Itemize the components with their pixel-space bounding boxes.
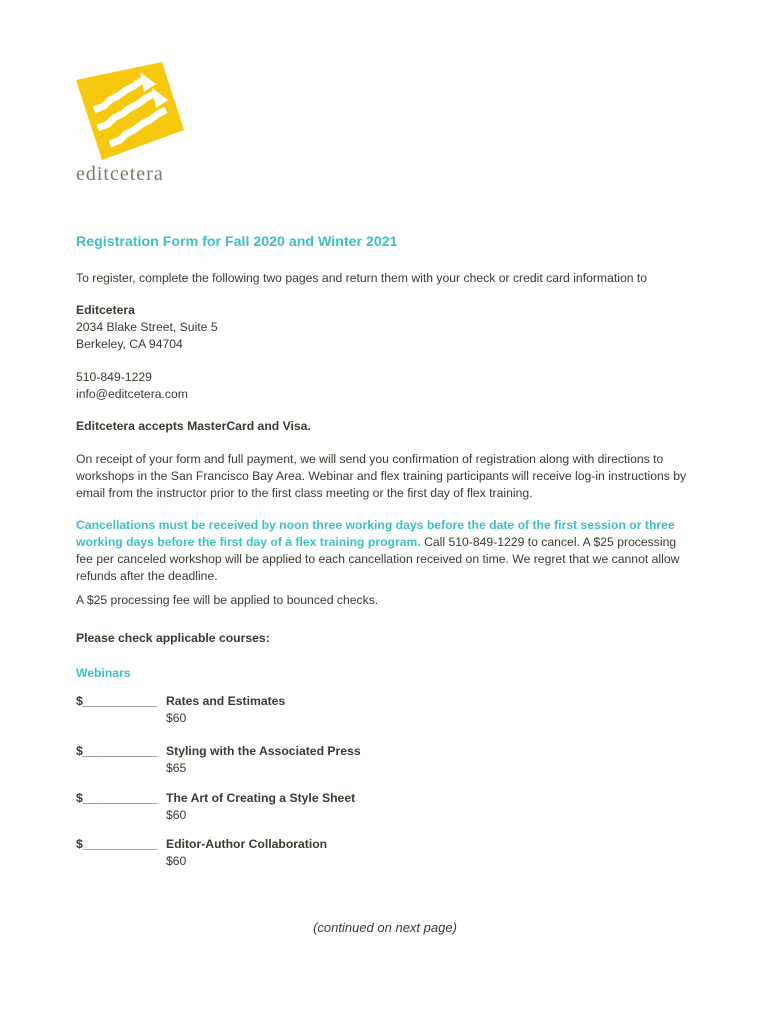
course-name: Styling with the Associated Press — [166, 744, 361, 758]
course-item — [76, 836, 696, 870]
webinars-heading: Webinars — [76, 666, 131, 680]
address-city: Berkeley, CA 94704 — [76, 337, 183, 351]
course-price: $60 — [166, 854, 187, 868]
course-info — [166, 743, 361, 777]
intro-text: To register, complete the following two pages and return them with your check or credit card information to — [76, 271, 648, 285]
course-name: Editor-Author Collaboration — [166, 837, 328, 851]
course-item — [76, 743, 696, 777]
payment-accepted-text: Editcetera accepts MasterCard and Visa. — [76, 419, 311, 433]
course-name: The Art of Creating a Style Sheet — [166, 791, 356, 805]
mailing-address — [76, 302, 696, 353]
contact-email: info@editcetera.com — [76, 387, 188, 401]
course-item — [76, 693, 696, 727]
courses-heading: Please check applicable courses: — [76, 631, 270, 645]
cancellation-details: Call 510-849-1229 to cancel. A $25 processing fee per canceled workshop will be applied to each cancellation received on time. We regret that we cannot allow refunds after the deadline. — [76, 535, 680, 583]
course-info — [166, 836, 327, 870]
course-info — [166, 790, 355, 824]
address-street: 2034 Blake Street, Suite 5 — [76, 320, 218, 334]
course-price: $60 — [166, 711, 187, 725]
contact-phone: 510-849-1229 — [76, 370, 152, 384]
cancellation-highlight: Cancellations must be received by noon three working days before the date of the first session or three working days before the first day of a flex training program. — [76, 518, 675, 549]
course-item — [76, 790, 696, 824]
course-name: Rates and Estimates — [166, 694, 286, 708]
logo-wordmark: editcetera — [76, 163, 164, 185]
receipt-paragraph: On receipt of your form and full payment, we will send you confirmation of registration along with directions to workshops in the San Francisco Bay Area. Webinar and flex training participants will receive log-in instructions by email from the instructor prior to the first class meeting or the first day of flex training. — [76, 452, 687, 500]
page-title: Registration Form for Fall 2020 and Winter 2021 — [76, 234, 398, 250]
course-info — [166, 693, 285, 727]
editcetera-logo-icon — [74, 62, 186, 162]
bounced-check-text: A $25 processing fee will be applied to bounced checks. — [76, 593, 379, 607]
cancellation-paragraph — [76, 517, 696, 585]
course-list — [76, 693, 696, 870]
amount-blank-field[interactable]: $___________ — [76, 837, 158, 851]
amount-blank-field[interactable]: $___________ — [76, 694, 158, 708]
form-content — [76, 232, 696, 870]
contact-info — [76, 369, 696, 403]
address-name: Editcetera — [76, 303, 135, 317]
course-price: $60 — [166, 808, 187, 822]
amount-blank-field[interactable]: $___________ — [76, 791, 158, 805]
course-price: $65 — [166, 761, 187, 775]
continued-note: (continued on next page) — [313, 920, 457, 935]
amount-blank-field[interactable]: $___________ — [76, 744, 158, 758]
